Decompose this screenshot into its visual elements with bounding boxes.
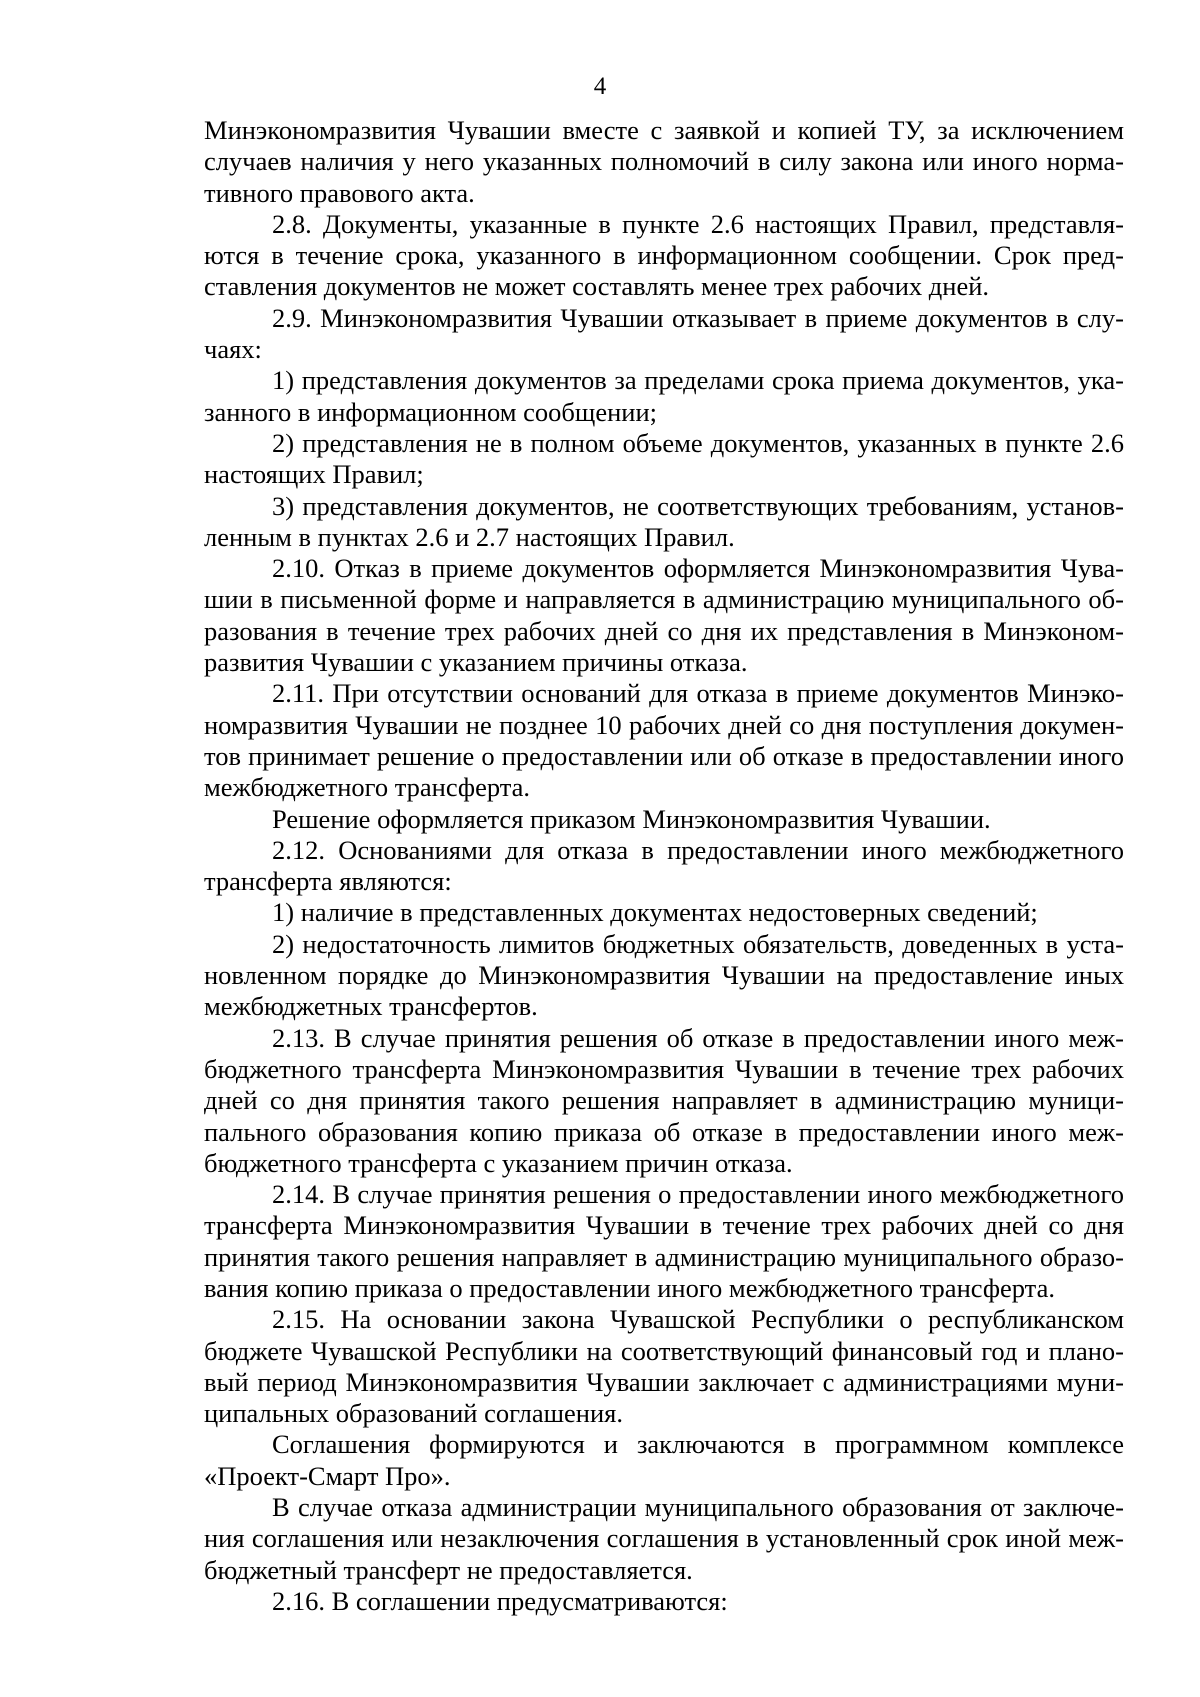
paragraph: 2.13. В случае принятия решения об отказе в предоставлении иного межбюджетного трансферта Минэкономразвития Чувашии в течение трех рабочих дней со дня принятия такого решения направляет в администрацию муниципального образования копию приказа об отказе в предоставлении иного межбюджетного трансферта с указанием причин отказа. (204, 1022, 1124, 1178)
paragraph: 2.11. При отсутствии оснований для отказа в приеме документов Минэкономразвития Чувашии не позднее 10 рабочих дней со дня поступления документов принимает решение о предоставлении или об отказе в предоставлении иного межбюджетного трансферта. (204, 678, 1124, 803)
paragraph: Минэкономразвития Чувашии вместе с заявкой и копией ТУ, за исключением случаев наличия у него указанных полномочий в силу закона или иного нормативного правового акта. (204, 115, 1124, 208)
page-number: 4 (593, 73, 607, 100)
paragraph: 3) представления документов, не соответствующих требованиям, установленным в пунктах 2.6 и 2.7 настоящих Правил. (204, 490, 1124, 552)
paragraph: 2.12. Основаниями для отказа в предоставлении иного межбюджетного трансферта являются: (204, 834, 1124, 897)
paragraph: 2) недостаточность лимитов бюджетных обязательств, доведенных в установленном порядке до Минэкономразвития Чувашии на предоставление иных межбюджетных трансфертов. (204, 928, 1124, 1022)
paragraph: 2.10. Отказ в приеме документов оформляется Минэкономразвития Чувашии в письменной форме и направляется в администрацию муниципального образования в течение трех рабочих дней со дня их представления в Минэкономразвития Чувашии с указанием причины отказа. (204, 553, 1124, 678)
paragraph: Решение оформляется приказом Минэкономразвития Чувашии. (272, 803, 991, 834)
paragraph: 2.8. Документы, указанные в пункте 2.6 настоящих Правил, представляются в течение срока, указанного в информационном сообщении. Срок представления документов не может составлять менее трех рабочих дней. (204, 208, 1124, 302)
paragraph: 2.16. В соглашении предусматриваются: (272, 1585, 728, 1616)
paragraph: 2.9. Минэкономразвития Чувашии отказывает в приеме документов в случаях: (204, 302, 1124, 365)
paragraph: 1) наличие в представленных документах недостоверных сведений; (272, 897, 1038, 928)
paragraph: В случае отказа администрации муниципального образования от заключения соглашения или незаключения соглашения в установленный срок иной межбюджетный трансферт не предоставляется. (204, 1492, 1124, 1585)
paragraph: 1) представления документов за пределами срока приема документов, указанного в информационном сообщении; (204, 365, 1124, 427)
paragraph: Соглашения формируются и заключаются в программном комплексе «Проект-Смарт Про». (204, 1429, 1124, 1491)
paragraph: 2.15. На основании закона Чувашской Республики о республиканском бюджете Чувашской Республики на соответствующий финансовый год и плановый период Минэкономразвития Чувашии заключает с администрациями муниципальных образований соглашения. (204, 1304, 1124, 1429)
paragraph: 2) представления не в полном объеме документов, указанных в пункте 2.6 настоящих Правил; (204, 427, 1124, 490)
document-body (204, 115, 1124, 1617)
paragraph: 2.14. В случае принятия решения о предоставлении иного межбюджетного трансферта Минэкономразвития Чувашии в течение трех рабочих дней со дня принятия такого решения направляет в администрацию муниципального образования копию приказа о предоставлении иного межбюджетного трансферта. (204, 1179, 1124, 1303)
